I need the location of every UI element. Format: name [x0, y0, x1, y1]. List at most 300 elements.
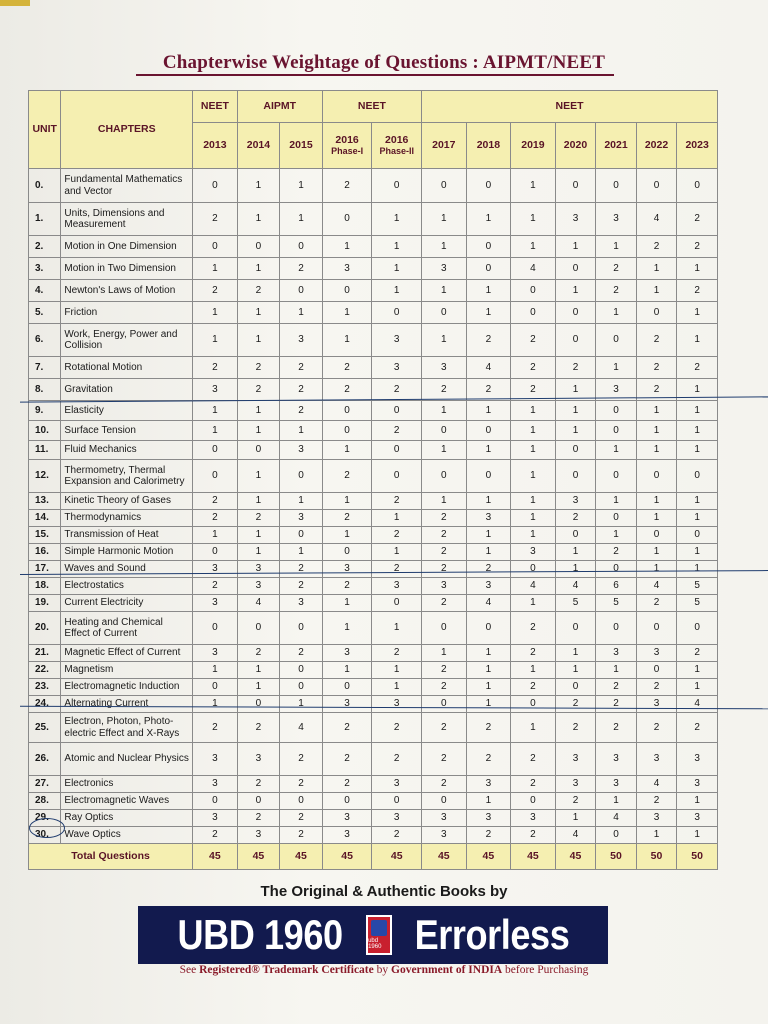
value-cell: 3 [466, 776, 511, 793]
value-cell: 2 [636, 357, 677, 379]
unit-cell: 29. [29, 810, 61, 827]
value-cell: 0 [466, 460, 511, 493]
header-year [677, 123, 718, 169]
value-cell: 2 [237, 776, 280, 793]
value-cell: 0 [466, 258, 511, 280]
total-label: Total Questions [29, 844, 193, 870]
value-cell: 1 [466, 401, 511, 421]
unit-cell: 27. [29, 776, 61, 793]
value-cell: 1 [466, 302, 511, 324]
value-cell: 2 [636, 679, 677, 696]
value-cell: 3 [596, 776, 637, 793]
chapter-cell: Electron, Photon, Photo-electric Effect and X-Rays [61, 713, 193, 743]
value-cell: 2 [237, 713, 280, 743]
total-value-cell: 45 [280, 844, 323, 870]
value-cell: 4 [677, 696, 718, 713]
value-cell: 2 [466, 713, 511, 743]
value-cell: 1 [677, 662, 718, 679]
value-cell: 2 [322, 713, 372, 743]
header-year [466, 123, 511, 169]
value-cell: 1 [511, 662, 556, 679]
trademark-pre: See [179, 964, 200, 976]
value-cell: 2 [596, 544, 637, 561]
value-cell: 1 [237, 169, 280, 203]
value-cell: 3 [280, 324, 323, 357]
value-cell: 1 [596, 236, 637, 258]
unit-cell: 9. [29, 401, 61, 421]
value-cell: 1 [372, 203, 422, 236]
table-row [29, 401, 718, 421]
value-cell: 2 [511, 743, 556, 776]
total-value-cell: 45 [466, 844, 511, 870]
header-year-label: 2016 [335, 134, 359, 147]
value-cell: 0 [596, 169, 637, 203]
value-cell: 1 [322, 662, 372, 679]
value-cell: 1 [372, 544, 422, 561]
header-group-neet-2013: NEET [193, 91, 238, 123]
value-cell: 0 [422, 793, 467, 810]
value-cell: 2 [555, 713, 596, 743]
table-row [29, 679, 718, 696]
unit-cell: 20. [29, 612, 61, 645]
brand-name-left: UBD 1960 [177, 911, 343, 958]
table-row [29, 595, 718, 612]
chapter-cell: Fundamental Mathematics and Vector [61, 169, 193, 203]
value-cell: 0 [237, 612, 280, 645]
value-cell: 1 [372, 258, 422, 280]
trademark-mid: by [373, 964, 391, 976]
value-cell: 1 [422, 236, 467, 258]
value-cell: 2 [511, 379, 556, 401]
value-cell: 0 [636, 612, 677, 645]
chapter-cell: Electromagnetic Induction [61, 679, 193, 696]
value-cell: 0 [280, 280, 323, 302]
brand-name-right: Errorless [414, 911, 570, 958]
value-cell: 0 [555, 302, 596, 324]
table-row [29, 460, 718, 493]
value-cell: 3 [511, 544, 556, 561]
value-cell: 1 [511, 713, 556, 743]
value-cell: 3 [193, 743, 238, 776]
value-cell: 4 [511, 578, 556, 595]
value-cell: 3 [237, 743, 280, 776]
brand-logo-text: ubd 1960 [368, 938, 382, 950]
value-cell: 1 [466, 280, 511, 302]
value-cell: 3 [596, 203, 637, 236]
value-cell: 0 [280, 662, 323, 679]
value-cell: 1 [636, 280, 677, 302]
value-cell: 1 [466, 527, 511, 544]
value-cell: 3 [636, 810, 677, 827]
value-cell: 1 [555, 421, 596, 441]
table-row [29, 743, 718, 776]
header-year-label: 2020 [563, 139, 588, 152]
header-year-label: 2021 [604, 139, 628, 152]
value-cell: 1 [511, 527, 556, 544]
value-cell: 3 [596, 645, 637, 662]
chapter-cell: Wave Optics [61, 827, 193, 844]
value-cell: 0 [280, 527, 323, 544]
value-cell: 1 [596, 793, 637, 810]
table-body [29, 169, 718, 870]
total-value-cell: 45 [322, 844, 372, 870]
value-cell: 0 [596, 612, 637, 645]
value-cell: 1 [322, 612, 372, 645]
brand-banner [138, 906, 608, 964]
value-cell: 3 [193, 595, 238, 612]
value-cell: 1 [466, 203, 511, 236]
unit-cell: 2. [29, 236, 61, 258]
unit-cell: 28. [29, 793, 61, 810]
value-cell: 2 [372, 421, 422, 441]
header-year [511, 123, 556, 169]
value-cell: 0 [193, 460, 238, 493]
value-cell: 0 [193, 544, 238, 561]
value-cell: 1 [422, 203, 467, 236]
value-cell: 0 [636, 460, 677, 493]
value-cell: 2 [193, 203, 238, 236]
value-cell: 3 [596, 743, 637, 776]
value-cell: 1 [193, 324, 238, 357]
value-cell: 1 [237, 679, 280, 696]
header-year-label: 2014 [246, 139, 271, 152]
value-cell: 2 [596, 713, 637, 743]
value-cell: 2 [280, 743, 323, 776]
value-cell: 2 [237, 379, 280, 401]
header-year-label: 2013 [203, 139, 227, 152]
value-cell: 1 [237, 493, 280, 510]
value-cell: 1 [466, 544, 511, 561]
pen-mark-circle [29, 818, 65, 838]
value-cell: 0 [555, 324, 596, 357]
value-cell: 0 [636, 302, 677, 324]
value-cell: 1 [372, 236, 422, 258]
table-row [29, 612, 718, 645]
table-row [29, 561, 718, 578]
trademark-certificate: Registered® Trademark Certificate [199, 964, 374, 976]
value-cell: 2 [677, 645, 718, 662]
value-cell: 2 [677, 236, 718, 258]
chapter-cell: Newton's Laws of Motion [61, 280, 193, 302]
value-cell: 1 [237, 421, 280, 441]
value-cell: 0 [677, 460, 718, 493]
value-cell: 0 [322, 280, 372, 302]
value-cell: 1 [193, 421, 238, 441]
value-cell: 3 [422, 357, 467, 379]
value-cell: 2 [237, 280, 280, 302]
brand-logo [366, 915, 392, 955]
unit-cell: 14. [29, 510, 61, 527]
value-cell: 2 [322, 776, 372, 793]
value-cell: 1 [596, 357, 637, 379]
table-row [29, 578, 718, 595]
unit-cell: 3. [29, 258, 61, 280]
value-cell: 1 [555, 401, 596, 421]
value-cell: 0 [511, 793, 556, 810]
value-cell: 1 [322, 302, 372, 324]
value-cell: 2 [372, 527, 422, 544]
unit-cell: 5. [29, 302, 61, 324]
value-cell: 0 [466, 169, 511, 203]
value-cell: 5 [677, 595, 718, 612]
total-value-cell: 45 [422, 844, 467, 870]
value-cell: 1 [466, 645, 511, 662]
header-group-neet-2017-2023: NEET [422, 91, 718, 123]
unit-cell: 0. [29, 169, 61, 203]
unit-cell: 24. [29, 696, 61, 713]
value-cell: 1 [322, 493, 372, 510]
chapter-cell: Friction [61, 302, 193, 324]
header-year-label: 2023 [685, 139, 709, 152]
unit-cell: 12. [29, 460, 61, 493]
value-cell: 3 [636, 696, 677, 713]
page-title: Chapterwise Weightage of Questions : AIPMT/NEET [162, 52, 606, 73]
value-cell: 2 [511, 827, 556, 844]
value-cell: 1 [372, 679, 422, 696]
value-cell: 0 [237, 441, 280, 460]
value-cell: 2 [511, 612, 556, 645]
unit-cell: 15. [29, 527, 61, 544]
value-cell: 1 [511, 460, 556, 493]
value-cell: 1 [422, 401, 467, 421]
value-cell: 3 [555, 776, 596, 793]
value-cell: 2 [466, 743, 511, 776]
table-row [29, 645, 718, 662]
value-cell: 1 [193, 258, 238, 280]
value-cell: 2 [237, 357, 280, 379]
unit-cell: 16. [29, 544, 61, 561]
chapter-cell: Fluid Mechanics [61, 441, 193, 460]
total-value-cell: 45 [237, 844, 280, 870]
weightage-table [28, 90, 718, 870]
value-cell: 3 [322, 696, 372, 713]
value-cell: 1 [280, 544, 323, 561]
value-cell: 2 [193, 510, 238, 527]
trademark-post: before Purchasing [502, 964, 589, 976]
value-cell: 2 [636, 236, 677, 258]
value-cell: 3 [193, 810, 238, 827]
value-cell: 3 [636, 645, 677, 662]
value-cell: 2 [322, 510, 372, 527]
value-cell: 0 [193, 441, 238, 460]
chapter-cell: Magnetic Effect of Current [61, 645, 193, 662]
value-cell: 1 [193, 696, 238, 713]
value-cell: 0 [322, 421, 372, 441]
header-unit: UNIT [29, 91, 61, 169]
value-cell: 2 [193, 493, 238, 510]
value-cell: 0 [422, 460, 467, 493]
value-cell: 3 [322, 810, 372, 827]
header-group-neet-2016: NEET [322, 91, 421, 123]
value-cell: 1 [237, 460, 280, 493]
value-cell: 1 [511, 441, 556, 460]
chapter-cell: Current Electricity [61, 595, 193, 612]
total-value-cell: 50 [636, 844, 677, 870]
value-cell: 2 [372, 645, 422, 662]
chapter-cell: Alternating Current [61, 696, 193, 713]
value-cell: 2 [280, 645, 323, 662]
value-cell: 1 [280, 302, 323, 324]
value-cell: 1 [372, 510, 422, 527]
value-cell: 1 [322, 324, 372, 357]
value-cell: 1 [193, 662, 238, 679]
value-cell: 0 [280, 793, 323, 810]
value-cell: 1 [193, 401, 238, 421]
unit-cell: 4. [29, 280, 61, 302]
header-year-label: 2016 [385, 134, 409, 147]
value-cell: 1 [511, 236, 556, 258]
table-row [29, 527, 718, 544]
value-cell: 2 [511, 679, 556, 696]
value-cell: 2 [422, 743, 467, 776]
value-cell: 0 [511, 561, 556, 578]
value-cell: 4 [237, 595, 280, 612]
value-cell: 1 [555, 379, 596, 401]
chapter-cell: Kinetic Theory of Gases [61, 493, 193, 510]
table-row [29, 324, 718, 357]
value-cell: 5 [677, 578, 718, 595]
value-cell: 0 [596, 460, 637, 493]
value-cell: 1 [555, 645, 596, 662]
value-cell: 1 [422, 280, 467, 302]
chapter-cell: Surface Tension [61, 421, 193, 441]
total-value-cell: 45 [193, 844, 238, 870]
header-group-aipmt: AIPMT [237, 91, 322, 123]
value-cell: 1 [466, 696, 511, 713]
value-cell: 1 [280, 493, 323, 510]
value-cell: 3 [372, 696, 422, 713]
value-cell: 1 [422, 493, 467, 510]
value-cell: 2 [280, 810, 323, 827]
value-cell: 0 [555, 441, 596, 460]
value-cell: 1 [237, 662, 280, 679]
value-cell: 0 [322, 793, 372, 810]
total-value-cell: 45 [372, 844, 422, 870]
value-cell: 1 [596, 302, 637, 324]
value-cell: 3 [677, 810, 718, 827]
chapter-cell: Gravitation [61, 379, 193, 401]
header-year [596, 123, 637, 169]
value-cell: 1 [636, 421, 677, 441]
value-cell: 3 [555, 203, 596, 236]
value-cell: 0 [555, 460, 596, 493]
value-cell: 2 [511, 645, 556, 662]
value-cell: 2 [322, 578, 372, 595]
value-cell: 2 [422, 679, 467, 696]
value-cell: 0 [596, 510, 637, 527]
value-cell: 1 [555, 280, 596, 302]
value-cell: 0 [322, 203, 372, 236]
header-year-label: 2015 [289, 139, 313, 152]
value-cell: 2 [466, 827, 511, 844]
value-cell: 1 [322, 236, 372, 258]
value-cell: 1 [677, 493, 718, 510]
value-cell: 2 [677, 713, 718, 743]
value-cell: 3 [280, 510, 323, 527]
value-cell: 3 [193, 379, 238, 401]
value-cell: 4 [555, 578, 596, 595]
value-cell: 2 [372, 827, 422, 844]
value-cell: 0 [636, 527, 677, 544]
value-cell: 1 [322, 441, 372, 460]
chapter-cell: Electromagnetic Waves [61, 793, 193, 810]
value-cell: 2 [372, 743, 422, 776]
value-cell: 3 [555, 743, 596, 776]
value-cell: 0 [466, 612, 511, 645]
value-cell: 3 [372, 324, 422, 357]
value-cell: 1 [511, 169, 556, 203]
chapter-cell: Motion in Two Dimension [61, 258, 193, 280]
value-cell: 2 [237, 645, 280, 662]
value-cell: 0 [511, 696, 556, 713]
value-cell: 4 [636, 203, 677, 236]
value-cell: 3 [372, 776, 422, 793]
table-row [29, 236, 718, 258]
header-year-label: 2022 [644, 139, 669, 152]
unit-cell: 18. [29, 578, 61, 595]
value-cell: 1 [511, 203, 556, 236]
chapter-cell: Thermodynamics [61, 510, 193, 527]
value-cell: 1 [677, 544, 718, 561]
title-underline [136, 74, 614, 76]
value-cell: 2 [511, 324, 556, 357]
value-cell: 2 [237, 510, 280, 527]
chapter-cell: Magnetism [61, 662, 193, 679]
value-cell: 1 [237, 527, 280, 544]
value-cell: 1 [677, 561, 718, 578]
table-row [29, 776, 718, 793]
value-cell: 3 [422, 810, 467, 827]
value-cell: 0 [596, 324, 637, 357]
value-cell: 2 [466, 561, 511, 578]
chapter-cell: Electrostatics [61, 578, 193, 595]
value-cell: 0 [372, 460, 422, 493]
value-cell: 1 [636, 401, 677, 421]
value-cell: 2 [322, 379, 372, 401]
table-row [29, 302, 718, 324]
value-cell: 0 [193, 679, 238, 696]
value-cell: 1 [677, 401, 718, 421]
value-cell: 1 [511, 595, 556, 612]
value-cell: 3 [422, 827, 467, 844]
table-row [29, 493, 718, 510]
header-year [322, 123, 372, 169]
value-cell: 1 [596, 527, 637, 544]
value-cell: 0 [555, 612, 596, 645]
value-cell: 2 [193, 280, 238, 302]
value-cell: 2 [677, 203, 718, 236]
value-cell: 2 [280, 578, 323, 595]
value-cell: 0 [280, 460, 323, 493]
header-phase-label: Phase-I [331, 146, 364, 157]
value-cell: 4 [596, 810, 637, 827]
table-row [29, 357, 718, 379]
value-cell: 1 [237, 258, 280, 280]
value-cell: 3 [677, 743, 718, 776]
value-cell: 3 [372, 357, 422, 379]
value-cell: 0 [372, 441, 422, 460]
value-cell: 0 [596, 827, 637, 844]
value-cell: 3 [422, 258, 467, 280]
table-row [29, 827, 718, 844]
value-cell: 1 [511, 493, 556, 510]
table-row [29, 510, 718, 527]
value-cell: 4 [555, 827, 596, 844]
value-cell: 0 [372, 401, 422, 421]
value-cell: 0 [596, 401, 637, 421]
value-cell: 0 [677, 527, 718, 544]
value-cell: 3 [193, 645, 238, 662]
